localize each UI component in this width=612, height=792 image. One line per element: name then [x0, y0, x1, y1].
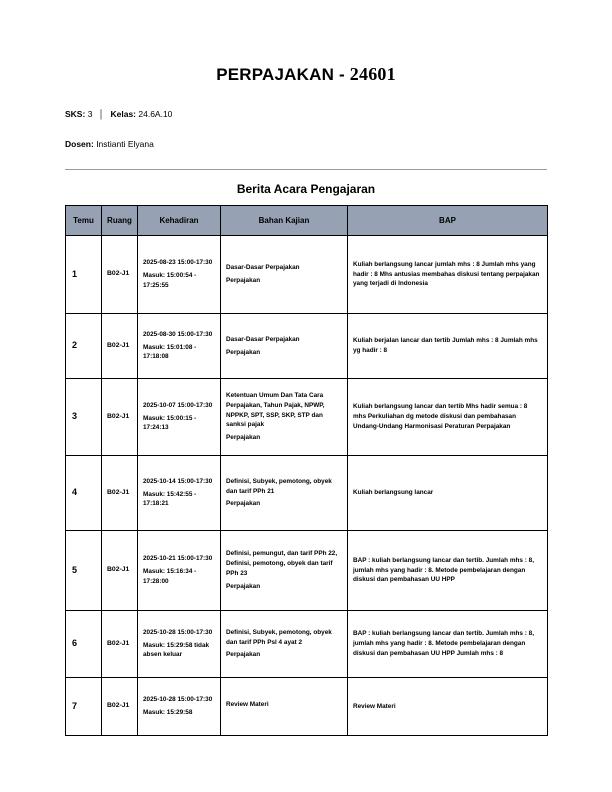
kehadiran-jadwal: 2025-10-21 15:00-17:30 — [143, 555, 213, 563]
kelas-label: Kelas: — [110, 109, 136, 119]
table-header-row — [66, 206, 548, 236]
cell-bap: Kuliah berlangsung lancar jumlah mhs : 8 Jumlah mhs yang hadir : 8 Mhs antusias membahas diskusi tentang perpajakan yang terjadi di Indonesia — [348, 236, 548, 314]
bahan-kajian-topic: Definisi, Subyek, pemotong, obyek dan tarif PPh 21 — [226, 477, 332, 495]
bahan-kajian-topic: Definisi, Subyek, pemotong, obyek dan tarif PPh Psl 4 ayat 2 — [226, 628, 332, 646]
cell-bahan-kajian — [221, 678, 348, 736]
cell-temu: 2 — [66, 314, 102, 379]
cell-bap: Review Materi — [348, 678, 548, 736]
kehadiran-jadwal: 2025-08-30 15:00-17:30 — [143, 330, 213, 338]
kehadiran-jadwal: 2025-10-14 15:00-17:30 — [143, 477, 213, 485]
cell-temu: 4 — [66, 456, 102, 531]
kehadiran-masuk: Masuk: 15:00:54 - 17:25:55 — [143, 272, 197, 289]
kehadiran-masuk: Masuk: 15:29:58 — [143, 709, 193, 716]
section-title: Berita Acara Pengajaran — [236, 182, 376, 196]
cell-ruang: B02-J1 — [102, 236, 138, 314]
course-code: 24601 — [349, 64, 396, 84]
cell-bap: Kuliah berjalan lancar dan tertib Jumlah mhs : 8 Jumlah mhs yg hadir : 8 — [348, 314, 548, 379]
cell-ruang: B02-J1 — [102, 456, 138, 531]
cell-bahan-kajian — [221, 314, 348, 379]
table-body — [66, 236, 548, 736]
bahan-kajian-course: Perpajakan — [226, 500, 261, 508]
table-row — [66, 314, 548, 379]
table-header — [66, 206, 548, 236]
cell-temu: 3 — [66, 379, 102, 456]
cell-bap: Kuliah berlangsung lancar dan tertib Mhs hadir semua : 8 mhs Perkuliahan dg metode diskusi dan pembahasan Undang-Undang Harmonisasi Peraturan Perpajakan — [348, 379, 548, 456]
cell-bahan-kajian — [221, 531, 348, 611]
cell-kehadiran — [138, 314, 221, 379]
kehadiran-jadwal: 2025-08-23 15:00-17:30 — [143, 259, 213, 267]
table-row — [66, 456, 548, 531]
dosen-value: Instianti Elyana — [96, 139, 154, 149]
cell-temu: 6 — [66, 611, 102, 678]
cell-kehadiran — [138, 531, 221, 611]
cell-bap: BAP : kuliah berlangsung lancar dan tertib. Jumlah mhs : 8, jumlah mhs yang hadir : 8. Metode pembelajaran dengan diskusi dan pembahasan UU HPP Jumlah mhs : 8 — [348, 611, 548, 678]
bahan-kajian-topic: Review Materi — [226, 701, 269, 709]
cell-kehadiran — [138, 379, 221, 456]
bap-table — [65, 205, 548, 736]
page-title-text: PERPAJAKAN - — [216, 65, 345, 84]
column-header-bap: BAP — [348, 206, 548, 236]
sks-label: SKS: — [65, 109, 86, 119]
bahan-kajian-topic: Dasar-Dasar Perpajakan — [226, 264, 300, 272]
table-row — [66, 531, 548, 611]
kelas-value: 24.6A.10 — [138, 109, 173, 119]
meta-separator: │ — [98, 109, 105, 119]
kehadiran-jadwal: 2025-10-28 15:00-17:30 — [143, 628, 213, 636]
cell-bahan-kajian — [221, 379, 348, 456]
cell-bahan-kajian — [221, 236, 348, 314]
table-row — [66, 678, 548, 736]
table-row — [66, 236, 548, 314]
cell-kehadiran — [138, 456, 221, 531]
cell-temu: 7 — [66, 678, 102, 736]
cell-kehadiran — [138, 611, 221, 678]
cell-bap: Kuliah berlangsung lancar — [348, 456, 548, 531]
bahan-kajian-course: Perpajakan — [226, 582, 261, 590]
bahan-kajian-topic: Definisi, pemungut, dan tarif PPh 22, Definisi, pemotong, obyek dan tarif PPh 23 — [226, 550, 338, 577]
kehadiran-masuk: Masuk: 15:42:55 - 17:18:21 — [143, 490, 197, 508]
meta-sks-kelas — [65, 109, 547, 119]
cell-bahan-kajian — [221, 611, 348, 678]
kehadiran-jadwal: 2025-10-07 15:00-17:30 — [143, 401, 213, 409]
table-row — [66, 379, 548, 456]
cell-ruang: B02-J1 — [102, 379, 138, 456]
page-title — [65, 64, 547, 85]
bahan-kajian-topic: Dasar-Dasar Perpajakan — [226, 335, 300, 343]
bahan-kajian-course: Perpajakan — [226, 434, 261, 442]
table-row — [66, 611, 548, 678]
column-header-ruang: Ruang — [102, 206, 138, 236]
cell-temu: 1 — [66, 236, 102, 314]
bahan-kajian-course: Perpajakan — [226, 651, 261, 659]
cell-bahan-kajian — [221, 456, 348, 531]
column-header-bahan-kajian: Bahan Kajian — [221, 206, 348, 236]
bahan-kajian-course: Perpajakan — [226, 277, 261, 284]
cell-ruang: B02-J1 — [102, 611, 138, 678]
cell-ruang: B02-J1 — [102, 314, 138, 379]
kehadiran-masuk: Masuk: 15:00:15 - 17:24:13 — [143, 414, 197, 432]
dosen-label: Dosen: — [65, 139, 94, 149]
kehadiran-masuk: Masuk: 15:16:34 - 17:28:00 — [143, 568, 197, 585]
cell-ruang: B02-J1 — [102, 678, 138, 736]
meta-dosen — [65, 139, 547, 149]
column-header-temu: Temu — [66, 206, 102, 236]
cell-kehadiran — [138, 678, 221, 736]
kehadiran-masuk: Masuk: 15:01:08 - 17:18:08 — [143, 343, 197, 361]
cell-kehadiran — [138, 236, 221, 314]
column-header-kehadiran: Kehadiran — [138, 206, 221, 236]
bahan-kajian-course: Perpajakan — [226, 348, 261, 356]
kehadiran-jadwal: 2025-10-28 15:00-17:30 — [143, 696, 213, 704]
kehadiran-masuk: Masuk: 15:29:58 tidak absen keluar — [143, 641, 210, 659]
cell-bap: BAP : kuliah berlangsung lancar dan tertib. Jumlah mhs : 8, jumlah mhs yang hadir : 8. Metode pembelajaran dengan diskusi dan pembahasan UU HPP — [348, 531, 548, 611]
cell-temu: 5 — [66, 531, 102, 611]
section-divider — [65, 169, 547, 170]
bahan-kajian-topic: Ketentuan Umum Dan Tata Cara Perpajakan, Tahun Pajak, NPWP, NPPKP, SPT, SSP, SKP, STP dan sanksi pajak — [226, 391, 325, 429]
sks-value: 3 — [87, 109, 93, 119]
cell-ruang: B02-J1 — [102, 531, 138, 611]
